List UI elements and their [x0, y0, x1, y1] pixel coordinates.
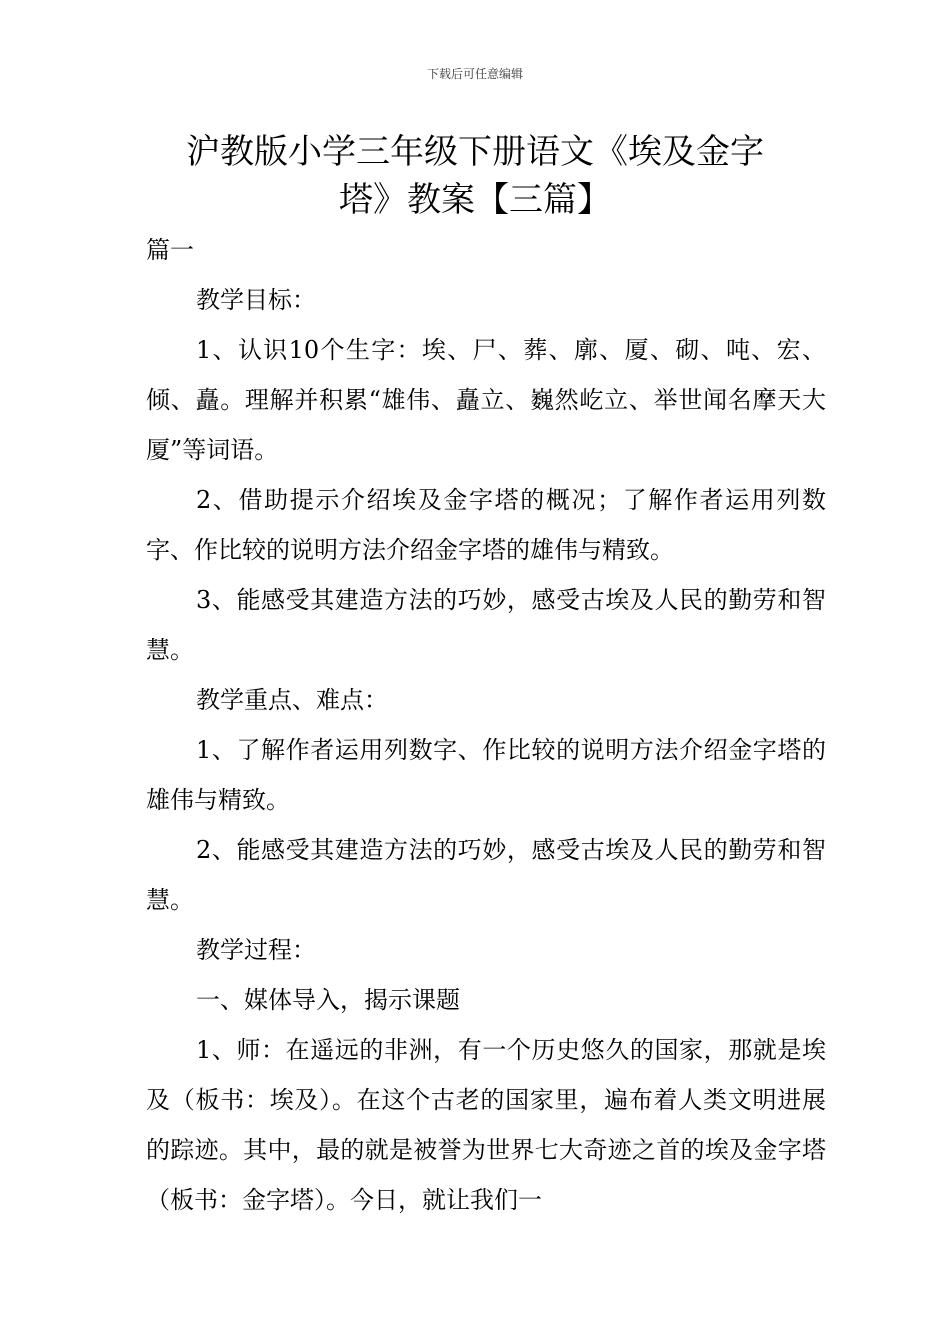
header-note: 下载后可任意编辑: [426, 67, 523, 81]
paragraph: 2、借助提示介绍埃及金字塔的概况；了解作者运用列数字、作比较的说明方法介绍金字塔的雄伟与精致。: [146, 486, 826, 564]
paragraph: 2、能感受其建造方法的巧妙，感受古埃及人民的勤劳和智慧。: [146, 836, 826, 914]
title-line-1: 沪教版小学三年级下册语文《埃及金字: [186, 132, 764, 172]
paragraph: 1、了解作者运用列数字、作比较的说明方法介绍金字塔的雄伟与精致。: [146, 736, 826, 814]
page-title: [100, 128, 850, 224]
paragraph: 3、能感受其建造方法的巧妙，感受古埃及人民的勤劳和智慧。: [146, 586, 826, 664]
paragraph: 教学目标：: [196, 286, 316, 314]
section-heading: 篇一: [146, 236, 194, 264]
paragraph: 1、师：在遥远的非洲，有一个历史悠久的国家，那就是埃及（板书：埃及）。在这个古老的国家里，遍布着人类文明进展的踪迹。其中，最的就是被誉为世界七大奇迹之首的埃及金字塔（板书：金字塔）。今日，就让我们一: [146, 1036, 826, 1214]
document-body: [146, 225, 826, 1225]
paragraph: 教学过程：: [196, 936, 316, 964]
title-line-2: 塔》教案【三篇】: [339, 180, 611, 220]
paragraph: 1、认识10个生字：埃、尸、葬、廓、厦、砌、吨、宏、倾、矗。理解并积累“雄伟、矗立、巍然屹立、举世闻名摩天大厦”等词语。: [146, 336, 826, 464]
paragraph: 一、媒体导入，揭示课题: [196, 986, 460, 1014]
paragraph: 教学重点、难点：: [196, 686, 388, 714]
